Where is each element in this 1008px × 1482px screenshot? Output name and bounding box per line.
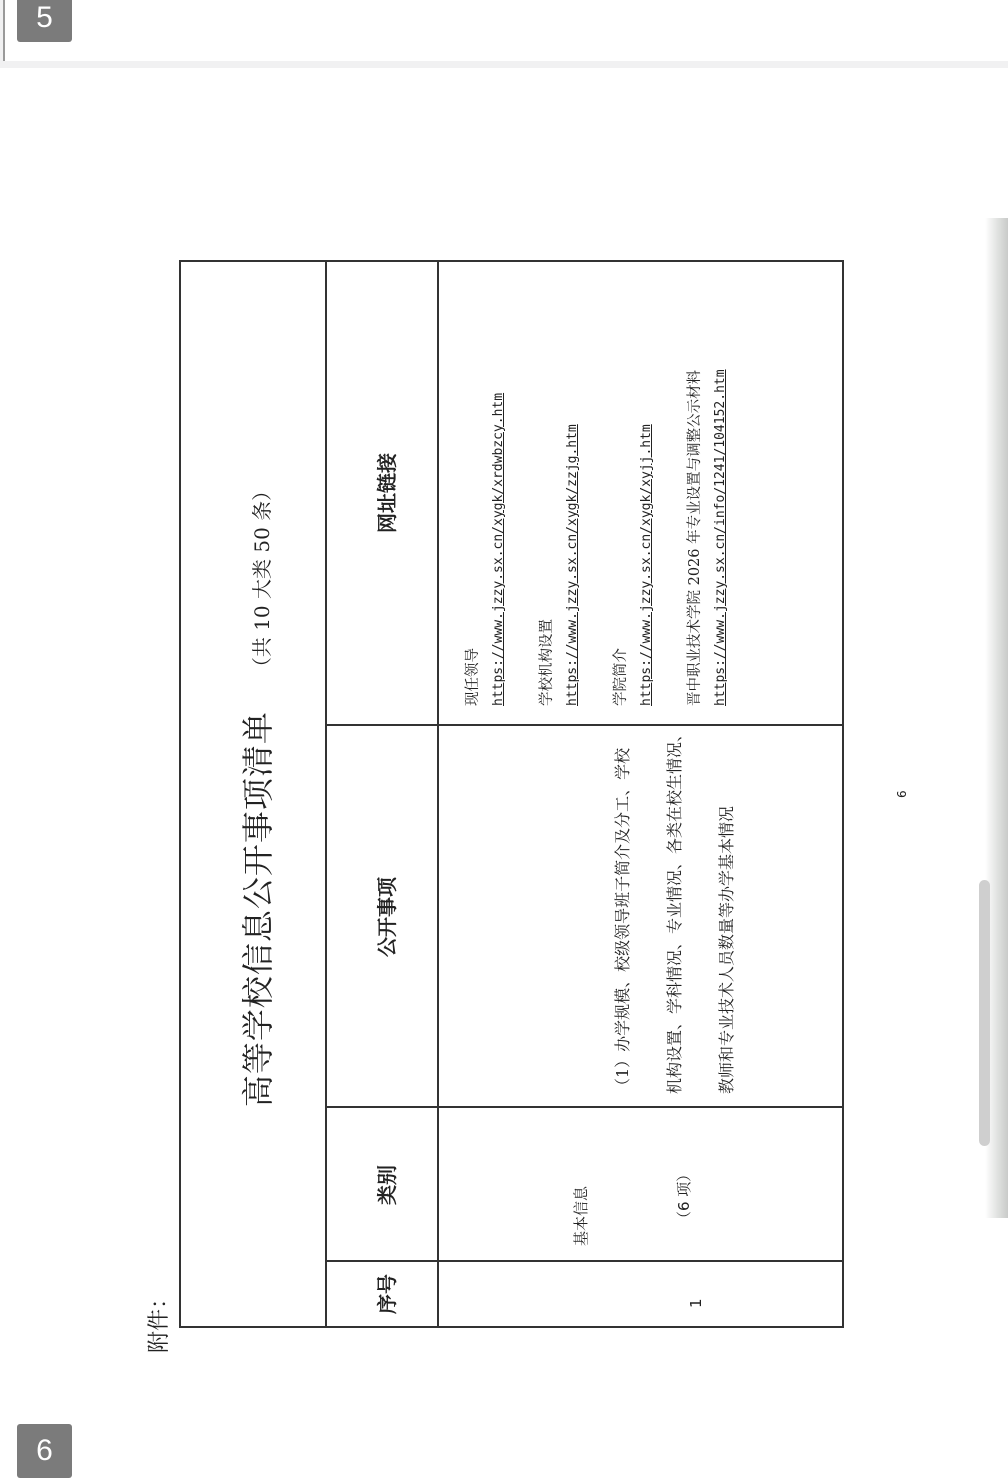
content-line-1: （1）办学规模、校级领导班子简介及分工、学校 xyxy=(613,747,632,1094)
link-label-4: 晋中职业技术学院 2026 年专业设置与调整公示材料 xyxy=(687,369,703,706)
header-link: 网址链接 xyxy=(375,453,399,533)
row-content xyxy=(597,724,753,1094)
previous-page-badge[interactable]: 5 xyxy=(17,0,72,42)
previous-page-strip xyxy=(3,0,1008,61)
header-row-divider xyxy=(437,262,439,1326)
header-item: 公开事项 xyxy=(375,877,399,957)
document-title xyxy=(233,262,279,1326)
attachment-label: 附件： xyxy=(147,1286,172,1353)
disclosure-table xyxy=(179,260,844,1328)
link-label-2: 学校机构设置 xyxy=(539,619,555,706)
column-divider-2 xyxy=(327,1107,842,1109)
link-url-3[interactable]: https://www.jzzy.sx.cn/xygk/xyjj.htm xyxy=(639,424,654,706)
header-category: 类别 xyxy=(375,1165,399,1205)
link-url-4[interactable]: https://www.jzzy.sx.cn/info/1241/104152.htm xyxy=(713,369,728,706)
row-number: 1 xyxy=(687,1298,705,1308)
current-page-badge[interactable]: 6 xyxy=(17,1424,72,1478)
content-line-2: 机构设置、学科情况、专业情况、各类在校生情况、 xyxy=(665,725,684,1094)
row-category: 基本信息 xyxy=(572,1185,590,1246)
content-line-3: 教师和专业技术人员数量等办学基本情况 xyxy=(717,805,736,1094)
column-divider-3 xyxy=(327,725,842,727)
link-label-3: 学院简介 xyxy=(613,648,629,706)
header-no: 序号 xyxy=(375,1274,399,1314)
row-category-count: （6 项） xyxy=(675,1166,693,1226)
link-url-1[interactable]: https://www.jzzy.sx.cn/xygk/xrdwbzcy.htm xyxy=(491,392,506,706)
page-number: 6 xyxy=(895,790,909,798)
title-subtitle: （共 10 大类 50 条） xyxy=(250,480,274,678)
link-url-2[interactable]: https://www.jzzy.sx.cn/xygk/zzjg.htm xyxy=(565,424,580,706)
link-label-1: 现任领导 xyxy=(465,648,481,706)
title-main: 高等学校信息公开事项清单 xyxy=(239,711,277,1108)
vertical-scrollbar[interactable] xyxy=(979,880,990,1146)
row-links xyxy=(463,266,759,706)
title-band xyxy=(181,262,327,1326)
column-divider-1 xyxy=(327,1261,842,1263)
rotated-document xyxy=(140,163,909,1358)
